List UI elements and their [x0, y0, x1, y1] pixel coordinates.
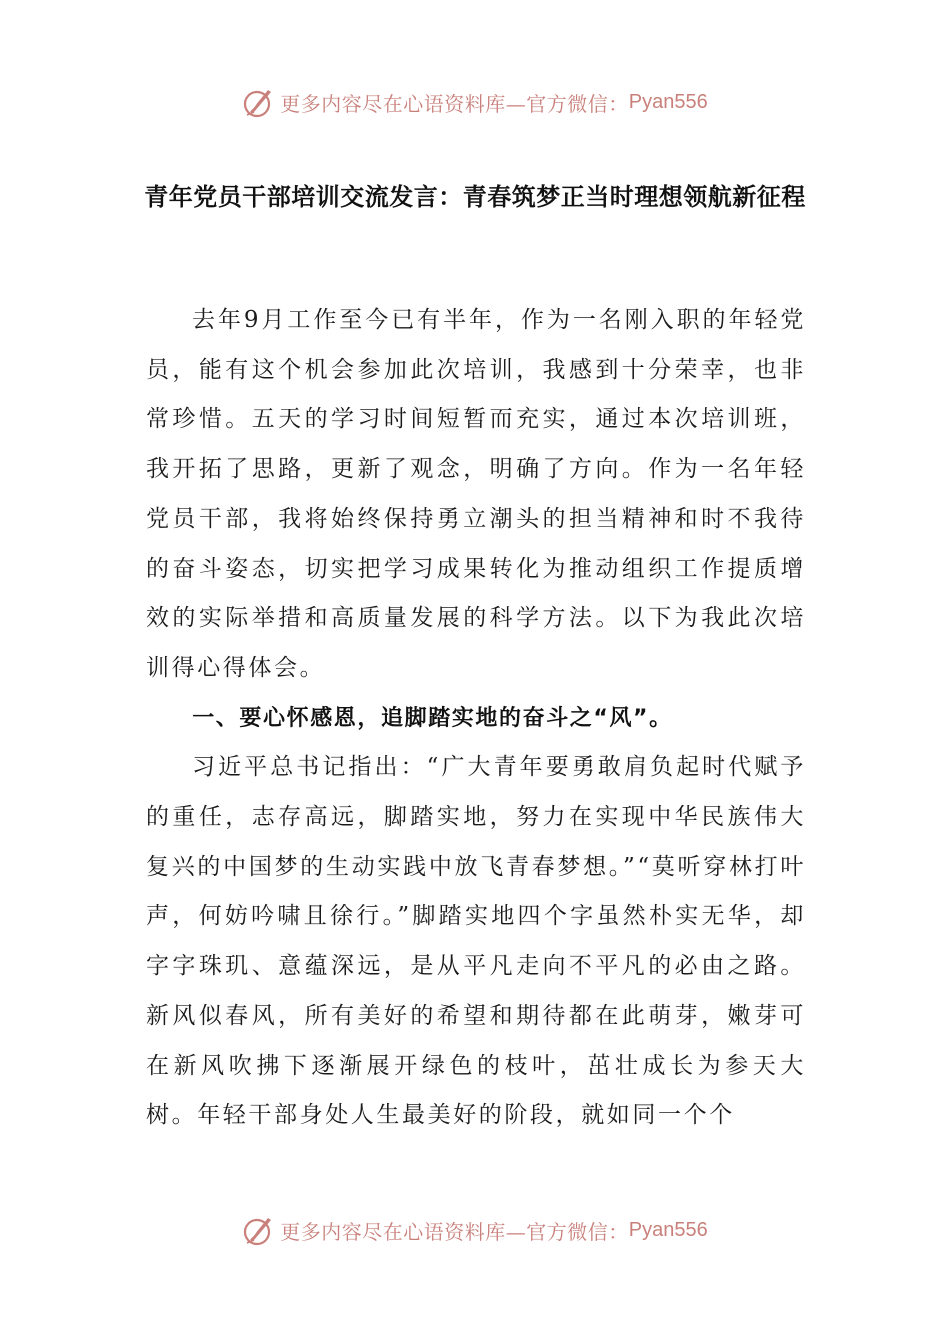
footer-watermark — [0, 1210, 950, 1250]
document-body — [146, 296, 806, 1141]
footer-watermark-code: Pyan556 — [628, 1218, 708, 1241]
header-watermark — [0, 82, 950, 122]
quill-circle-logo-icon — [242, 85, 276, 119]
header-watermark-code: Pyan556 — [628, 90, 708, 113]
section-1-paragraph: 习近平总书记指出：“广大青年要勇敢肩负起时代赋予的重任，志存高远，脚踏实地，努力在实现中华民族伟大复兴的中国梦的生动实践中放飞青春梦想。”“莫听穿林打叶声，何妨吟啸且徐行。”脚踏实地四个字虽然朴实无华，却字字珠玑、意蕴深远，是从平凡走向不平凡的必由之路。新风似春风，所有美好的希望和期待都在此萌芽，嫩芽可在新风吹拂下逐渐展开绿色的枝叶，茁壮成长为参天大树。年轻干部身处人生最美好的阶段，就如同一个个 — [146, 754, 806, 1129]
footer-watermark-text: 更多内容尽在心语资料库—官方微信： — [280, 1219, 629, 1244]
quill-circle-logo-icon — [242, 1213, 276, 1247]
intro-paragraph: 去年9月工作至今已有半年，作为一名刚入职的年轻党员，能有这个机会参加此次培训，我感到十分荣幸，也非常珍惜。五天的学习时间短暂而充实，通过本次培训班，我开拓了思路，更新了观念，明确了方向。作为一名年轻党员干部，我将始终保持勇立潮头的担当精神和时不我待的奋斗姿态，切实把学习成果转化为推动组织工作提质增效的实际举措和高质量发展的科学方法。以下为我此次培训得心得体会。 — [146, 307, 806, 681]
document-title: 青年党员干部培训交流发言：青春筑梦正当时理想领航新征程 — [144, 183, 806, 211]
header-watermark-text: 更多内容尽在心语资料库—官方微信： — [280, 91, 629, 116]
section-heading-1: 一、要心怀感恩，追脚踏实地的奋斗之“风”。 — [192, 705, 673, 731]
